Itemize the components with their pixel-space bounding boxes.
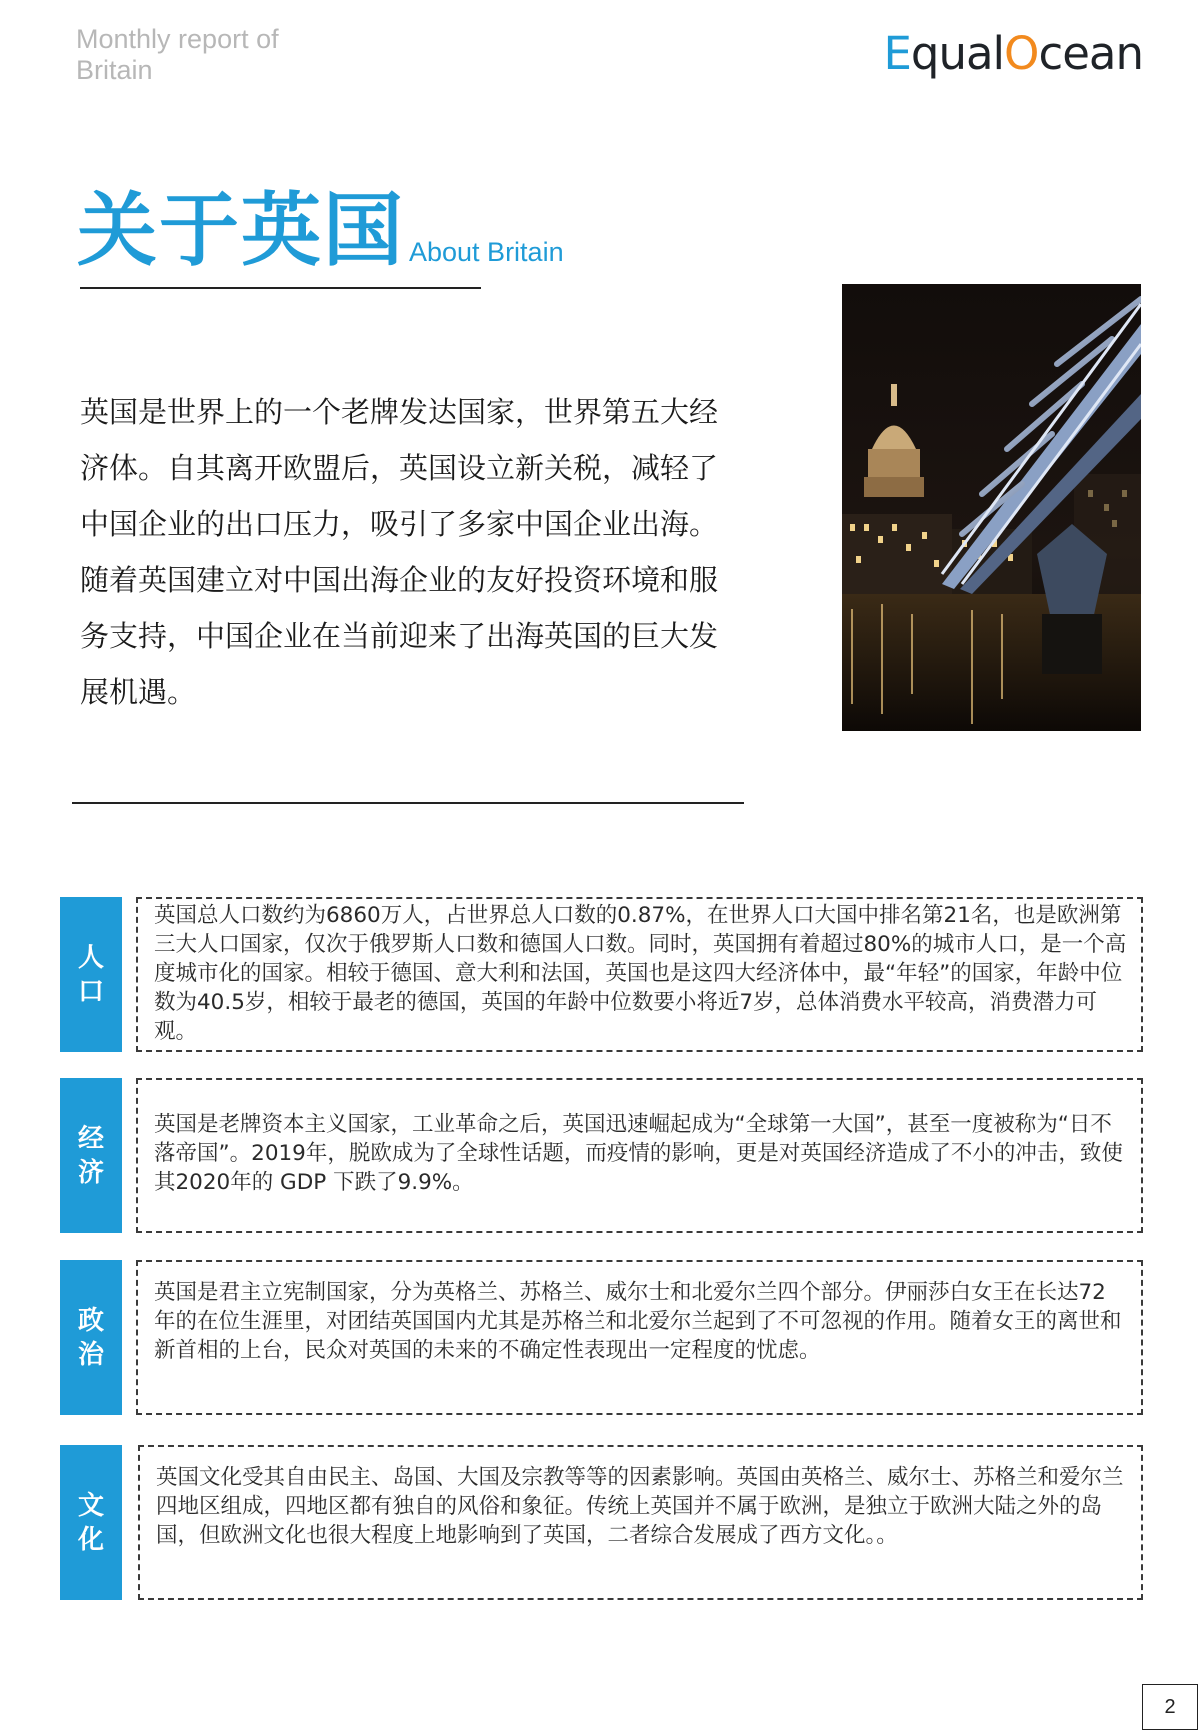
section-economy xyxy=(60,1078,1143,1233)
title-underline xyxy=(80,287,481,289)
report-label: Monthly report of Britain xyxy=(76,24,279,85)
text-box-politics xyxy=(136,1260,1143,1415)
tag-culture: 文 化 xyxy=(60,1445,122,1600)
page-title xyxy=(77,184,564,277)
population-text: 英国总人口数约为6860万人，占世界总人口数的0.87%，在世界人口大国中排名第21名，也是欧洲第三大人口国家，仅次于俄罗斯人口数和德国人口数。同时，英国拥有着超过80%的城市人口，是一个高度城市化的国家。相较于德国、意大利和法国，英国也是这四大经济体中，最“年轻”的国家，年龄中位数为40.5岁，相较于最老的德国，英国的年龄中位数要小将近7岁，总体消费水平较高，消费潜力可观。 xyxy=(154,903,1127,1044)
page-number: 2 xyxy=(1142,1684,1198,1730)
intro-paragraph: 英国是世界上的一个老牌发达国家，世界第五大经济体。自其离开欧盟后，英国设立新关税，减轻了中国企业的出口压力，吸引了多家中国企业出海。随着英国建立对中国出海企业的友好投资环境和服务支持，中国企业在当前迎来了出海英国的巨大发展机遇。 xyxy=(80,395,719,709)
politics-text: 英国是君主立宪制国家，分为英格兰、苏格兰、威尔士和北爱尔兰四个部分。伊丽莎白女王在长达72年的在位生涯里，对团结英国国内尤其是苏格兰和北爱尔兰起到了不可忽视的作用。随着女王的离世和新首相的上台，民众对英国的未来的不确定性表现出一定程度的忧虑。 xyxy=(154,1280,1122,1363)
tag-economy: 经 济 xyxy=(60,1078,122,1233)
culture-text: 英国文化受其自由民主、岛国、大国及宗教等等的因素影响。英国由英格兰、威尔士、苏格兰和爱尔兰四地区组成，四地区都有独自的风俗和象征。传统上英国并不属于欧洲，是独立于欧洲大陆之外的岛国，但欧洲文化也很大程度上地影响到了英国，二者综合发展成了西方文化。。 xyxy=(156,1465,1124,1548)
text-box-economy xyxy=(136,1078,1143,1233)
text-box-population xyxy=(136,897,1143,1052)
tag-population: 人 口 xyxy=(60,897,122,1052)
section-culture xyxy=(60,1445,1143,1600)
economy-text: 英国是老牌资本主义国家，工业革命之后，英国迅速崛起成为“全球第一大国”，甚至一度被称为“日不落帝国”。2019年，脱欧成为了全球性话题，而疫情的影响，更是对英国经济造成了不小的冲击，致使其2020年的 GDP 下跌了9.9%。 xyxy=(154,1112,1123,1195)
millennium-bridge-photo xyxy=(842,284,1141,731)
tag-politics: 政 治 xyxy=(60,1260,122,1415)
intro-divider xyxy=(72,802,744,804)
section-politics xyxy=(60,1260,1143,1415)
text-box-culture xyxy=(138,1445,1143,1600)
title-english: About Britain xyxy=(409,237,564,267)
equalocean-logo: E qual O cean xyxy=(883,27,1143,80)
section-population xyxy=(60,897,1143,1052)
title-chinese: 关于英国 xyxy=(77,184,405,277)
